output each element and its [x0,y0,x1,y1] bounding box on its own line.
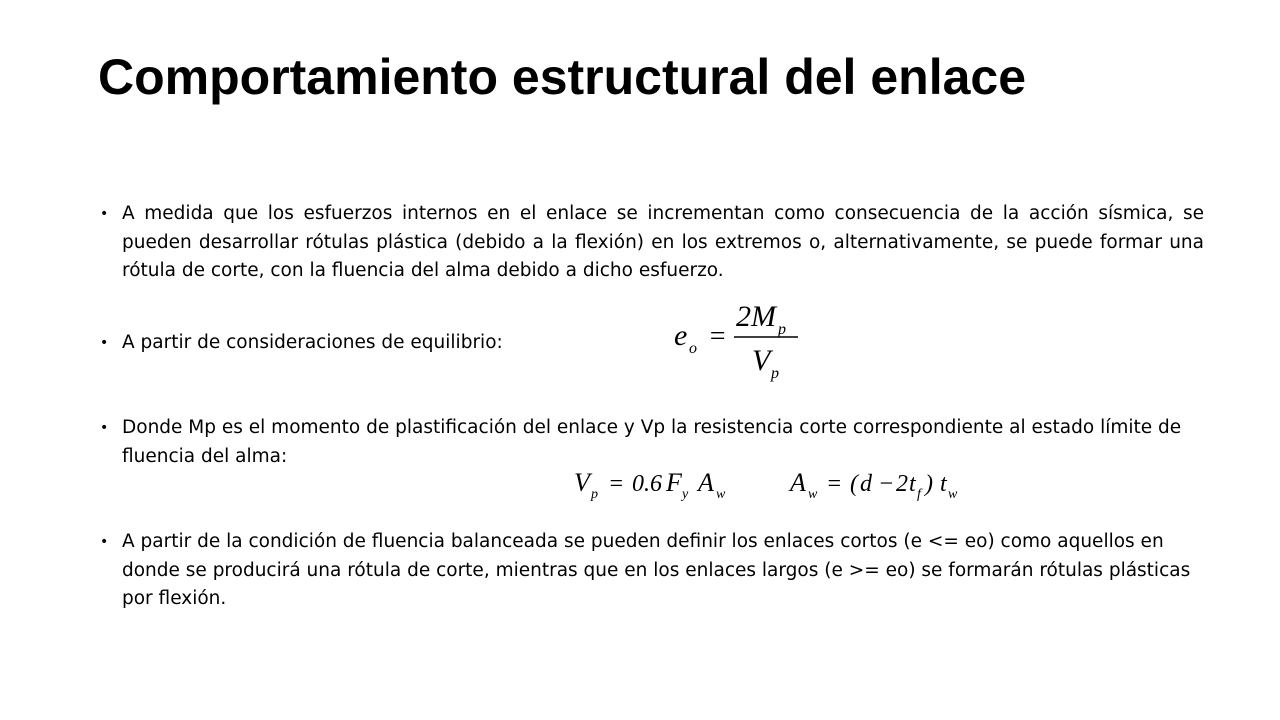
svg-text:V: V [752,344,771,377]
svg-text:t: t [909,471,916,497]
bullet-marker: • [100,206,109,222]
bullet-text: Donde Mp es el momento de plastificación del enlace y Vp la resistencia corte correspondiente al estado límite de fluencia del alma: [122,417,1182,467]
svg-text:(: ( [850,471,858,497]
slide-title: Comportamiento estructural del enlace [98,49,1027,105]
svg-text:w: w [716,487,726,502]
bullet-item [100,200,1204,286]
svg-text:2: 2 [736,300,751,333]
svg-text:e: e [674,319,688,352]
bullet-text: A medida que los esfuerzos internos en el enlace se incrementan como consecuencia de la acción sísmica, se pueden desarrollar rótulas plástica (debido a la flexión) en los extremos o, alternativamente, se puede formar una rótula de corte, con la fluencia del alma debido a dicho esfuerzo. [122,203,1204,281]
bullet-marker: • [100,420,109,436]
bullet-item [100,329,1204,358]
svg-text:d: d [860,471,872,497]
eo-equation [672,290,812,385]
svg-text:A: A [698,468,714,497]
bullet-item [100,414,1204,471]
svg-text:=: = [826,471,843,497]
svg-text:F: F [666,468,682,497]
svg-text:p: p [771,365,779,382]
svg-text:t: t [940,471,947,497]
svg-text:o: o [689,340,697,357]
svg-text:p: p [591,487,598,502]
bullet-marker: • [100,335,109,351]
vp-aw-equations [570,465,990,505]
svg-text:): ) [925,471,933,497]
svg-text:0.6: 0.6 [632,471,662,497]
svg-text:V: V [574,468,590,497]
bullet-item [100,528,1204,614]
svg-text:y: y [682,487,689,502]
svg-text:M: M [751,300,776,333]
svg-text:f: f [917,487,921,502]
svg-text:2: 2 [896,471,908,497]
bullet-text: A partir de consideraciones de equilibrio: [122,332,503,353]
svg-text:A: A [790,468,806,497]
svg-text:=: = [708,321,727,352]
bullet-text: A partir de la condición de fluencia balanceada se pueden definir los enlaces cortos (e <= eo) como aquellos en donde se producirá una rótula de corte, mientras que en los enlaces largos (e >= eo) se formarán rótulas plásticas por flexión. [122,531,1191,609]
bullet-marker: • [100,534,109,550]
vp-equation [574,468,726,502]
svg-text:−: − [878,471,895,497]
svg-text:=: = [608,471,625,497]
svg-text:w: w [948,487,958,502]
aw-equation [788,468,958,502]
svg-text:p: p [778,321,786,338]
svg-text:w: w [808,487,818,502]
